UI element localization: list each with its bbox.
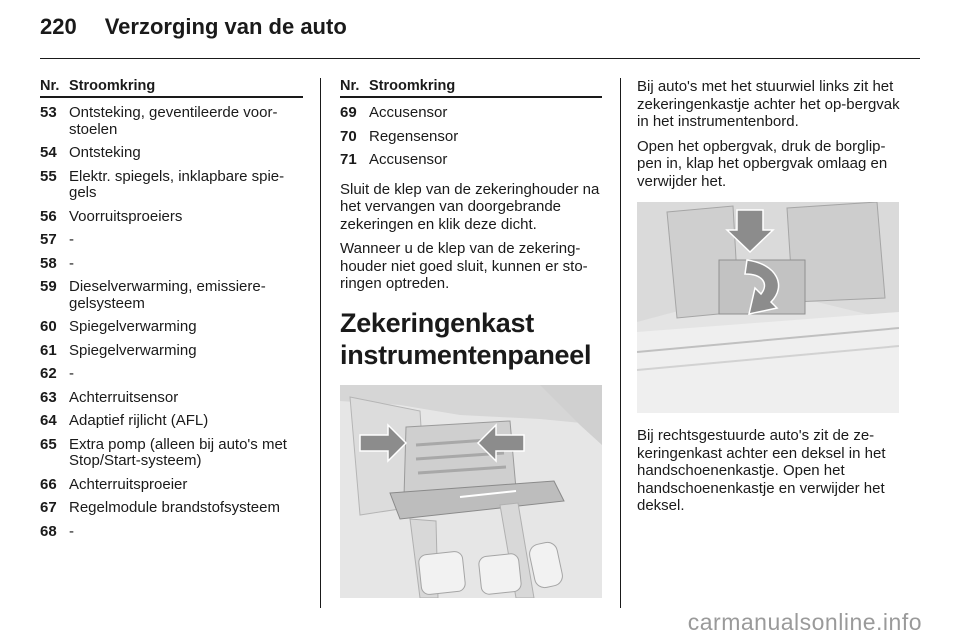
figure-instrument-panel-fusebox	[340, 385, 602, 598]
fuse-number: 68	[40, 522, 57, 540]
table1-row	[40, 430, 303, 470]
table2-header-circuit: Stroomkring	[369, 78, 456, 94]
page-number: 220	[40, 14, 77, 39]
column-3	[637, 78, 902, 522]
table1-row	[40, 493, 303, 517]
table2-body	[340, 98, 602, 169]
fuse-number: 67	[40, 499, 57, 516]
fuse-circuit: Elektr. spiegels, inklapbare spie-gels	[69, 167, 285, 201]
fuse-number: 58	[40, 254, 57, 272]
watermark: carmanualsonline.info	[687, 609, 922, 635]
paragraph-rhd-location: Bij rechtsgestuurde auto's zit de ze-keringenkast achter een deksel in het handschoenenkastje. Open het handschoenenkastje en verwijder het deksel.	[637, 427, 886, 514]
fuse-circuit: Accusensor	[369, 151, 448, 168]
fuse-circuit: Accusensor	[369, 104, 448, 121]
table2-row	[340, 122, 602, 146]
paragraph-malfunction-warning: Wanneer u de klep van de zekering-houder niet goed sluit, kunnen er sto-ringen optreden.	[340, 240, 588, 292]
fuse-circuit: -	[69, 522, 74, 540]
paragraph-close-cover: Sluit de klep van de zekeringhouder na het vervangen van doorgebrande zekeringen en klik deze dicht.	[340, 180, 600, 233]
table1-body	[40, 98, 303, 540]
page-title: Verzorging van de auto	[104, 14, 347, 39]
fuse-circuit: Achterruitsproeier	[69, 475, 188, 493]
fuse-circuit: Ontsteking, geventileerde voor-stoelen	[69, 104, 278, 138]
table1-row	[40, 312, 303, 336]
table1-row	[40, 98, 303, 138]
table1-row	[40, 225, 303, 249]
table2-header-nr: Nr.	[340, 78, 360, 94]
fuse-number: 54	[40, 144, 57, 161]
column-divider-2	[620, 78, 621, 608]
fuse-number: 53	[40, 104, 57, 121]
table1-row	[40, 162, 303, 202]
fuse-number: 62	[40, 365, 57, 382]
fuse-number: 56	[40, 207, 57, 225]
fuse-circuit: Spiegelverwarming	[69, 318, 197, 335]
fuse-number: 64	[40, 412, 57, 429]
fuse-number: 57	[40, 231, 57, 248]
figure-illustration	[340, 385, 602, 598]
fuse-number: 61	[40, 341, 57, 359]
fuse-number: 71	[340, 151, 357, 168]
fuse-number: 69	[340, 104, 357, 121]
fuse-circuit: -	[69, 231, 74, 248]
table1-row	[40, 138, 303, 162]
figure-storage-compartment	[637, 202, 899, 413]
table1-header-circuit: Stroomkring	[69, 78, 156, 94]
table1-header-nr: Nr.	[40, 78, 60, 94]
fuse-circuit: Regensensor	[369, 127, 459, 145]
paragraph-lhd-location: Bij auto's met het stuurwiel links zit het zekeringenkastje achter het op-bergvak in het instrumentenbord.	[637, 78, 900, 130]
fuse-circuit: Adaptief rijlicht (AFL)	[69, 412, 209, 429]
figure-illustration-storage	[637, 202, 899, 413]
table1-row	[40, 359, 303, 383]
fuse-number: 63	[40, 388, 57, 406]
column-divider-1	[320, 78, 321, 608]
table1-row	[40, 406, 303, 430]
table1-row	[40, 249, 303, 273]
page-header	[40, 14, 347, 40]
fuse-number: 70	[340, 127, 357, 145]
table1-row	[40, 272, 303, 312]
fuse-number: 65	[40, 435, 57, 453]
column-2	[340, 78, 602, 598]
table2-row	[340, 145, 602, 169]
fuse-circuit: Voorruitsproeiers	[69, 207, 183, 225]
fuse-circuit: Extra pomp (alleen bij auto's met Stop/Start-systeem)	[69, 435, 287, 469]
table1-row	[40, 383, 303, 407]
header-rule	[40, 58, 920, 59]
table1-row	[40, 336, 303, 360]
table1-row	[40, 470, 303, 494]
fuse-circuit: -	[69, 365, 74, 382]
fuse-number: 60	[40, 318, 57, 335]
fuse-circuit: Ontsteking	[69, 144, 141, 161]
fuse-circuit: Achterruitsensor	[69, 388, 179, 406]
fuse-number: 55	[40, 167, 57, 185]
table2-row	[340, 98, 602, 122]
table1-row	[40, 202, 303, 226]
section-title: Zekeringenkast instrumentenpaneel	[340, 307, 592, 370]
fuse-number: 66	[40, 475, 57, 493]
fuse-circuit: -	[69, 254, 74, 272]
table1-row	[40, 517, 303, 541]
fuse-circuit: Regelmodule brandstofsysteem	[69, 499, 280, 516]
fuse-circuit: Dieselverwarming, emissiere-gelsysteem	[69, 278, 266, 312]
column-1	[40, 78, 303, 540]
fuse-circuit: Spiegelverwarming	[69, 341, 197, 359]
fuse-number: 59	[40, 278, 57, 295]
table2-header	[340, 78, 602, 98]
table1-header	[40, 78, 303, 98]
paragraph-open-storage: Open het opbergvak, druk de borglip-pen in, klap het opbergvak omlaag en verwijder het.	[637, 137, 888, 190]
